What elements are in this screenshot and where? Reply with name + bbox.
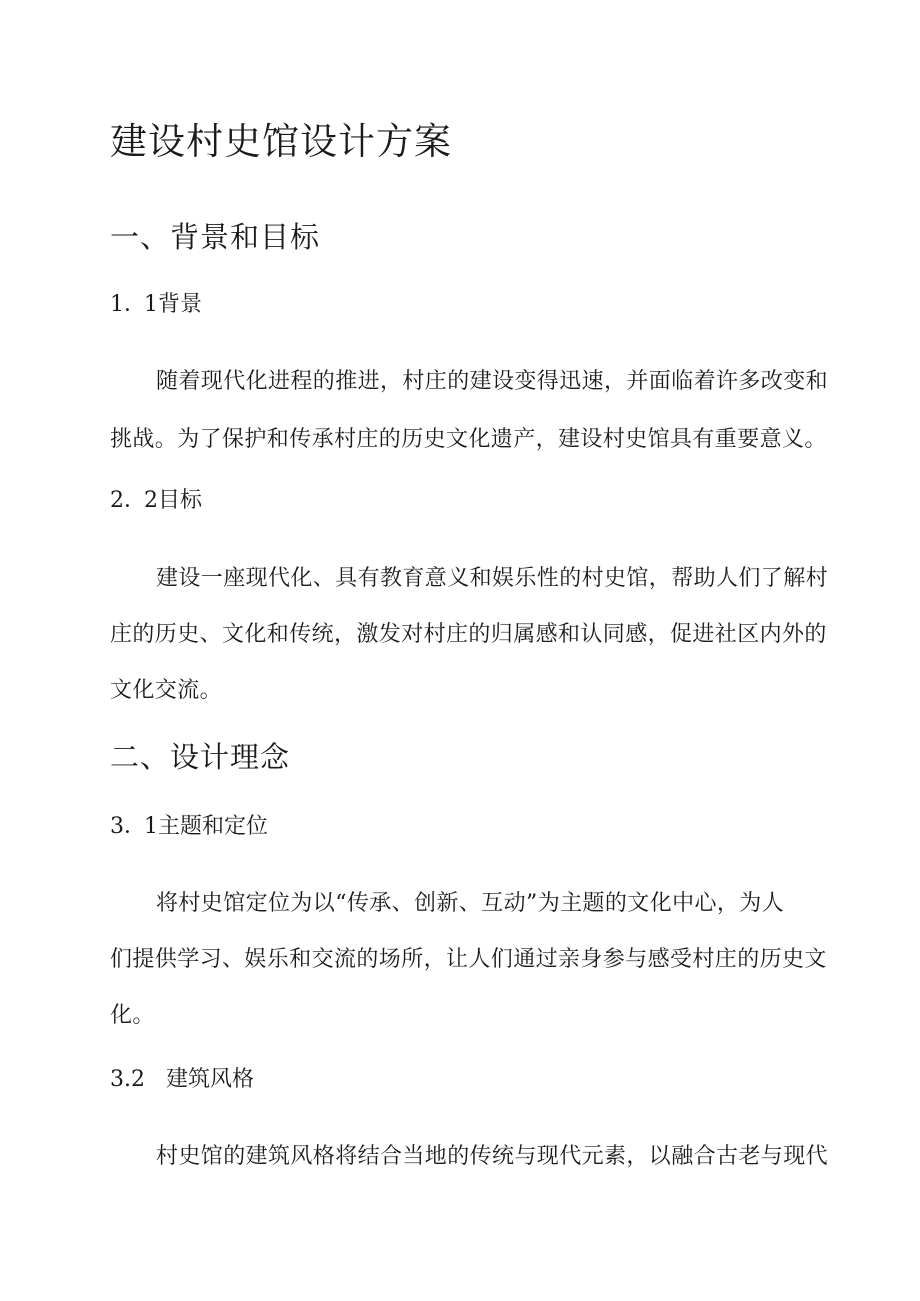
subsection-label: 建筑风格	[166, 1067, 255, 1092]
paragraph-line: 挑战。为了保护和传承村庄的历史文化遗产，建设村史馆具有重要意义。	[110, 427, 827, 452]
paragraph-line: 们提供学习、娱乐和交流的场所，让人们通过亲身参与感受村庄的历史文	[110, 947, 827, 972]
section-heading-background-goals: 一、背景和目标	[110, 220, 321, 254]
paragraph-line: 化。	[110, 1003, 155, 1028]
subsection-number: 3．	[110, 814, 146, 839]
subsection-number: 1．	[110, 292, 146, 317]
subsection-number: 2．	[110, 488, 146, 513]
document-title: 建设村史馆设计方案	[110, 120, 452, 163]
paragraph-line: 建设一座现代化、具有教育意义和娱乐性的村史馆，帮助人们了解村	[156, 566, 829, 591]
section-heading-design-concept: 二、设计理念	[110, 740, 291, 774]
paragraph-line: 随着现代化进程的推进，村庄的建设变得迅速，并面临着许多改变和	[156, 369, 829, 394]
subsection-label: 2目标	[144, 488, 202, 513]
paragraph-line: 文化交流。	[110, 678, 223, 703]
subsection-heading-theme-positioning	[110, 810, 268, 844]
subsection-heading-background	[110, 288, 202, 322]
paragraph-line: 庄的历史、文化和传统，激发对村庄的归属感和认同感，促进社区内外的	[110, 622, 827, 647]
subsection-heading-goals	[110, 484, 202, 518]
paragraph-line: 村史馆的建筑风格将结合当地的传统与现代元素，以融合古老与现代	[156, 1144, 829, 1169]
subsection-number: 3.2	[110, 1067, 145, 1092]
subsection-label: 1背景	[144, 292, 202, 317]
subsection-label: 1主题和定位	[144, 814, 268, 839]
paragraph-line: 将村史馆定位为以“传承、创新、互动”为主题的文化中心，为人	[156, 891, 785, 916]
subsection-heading-architectural-style	[110, 1063, 254, 1097]
